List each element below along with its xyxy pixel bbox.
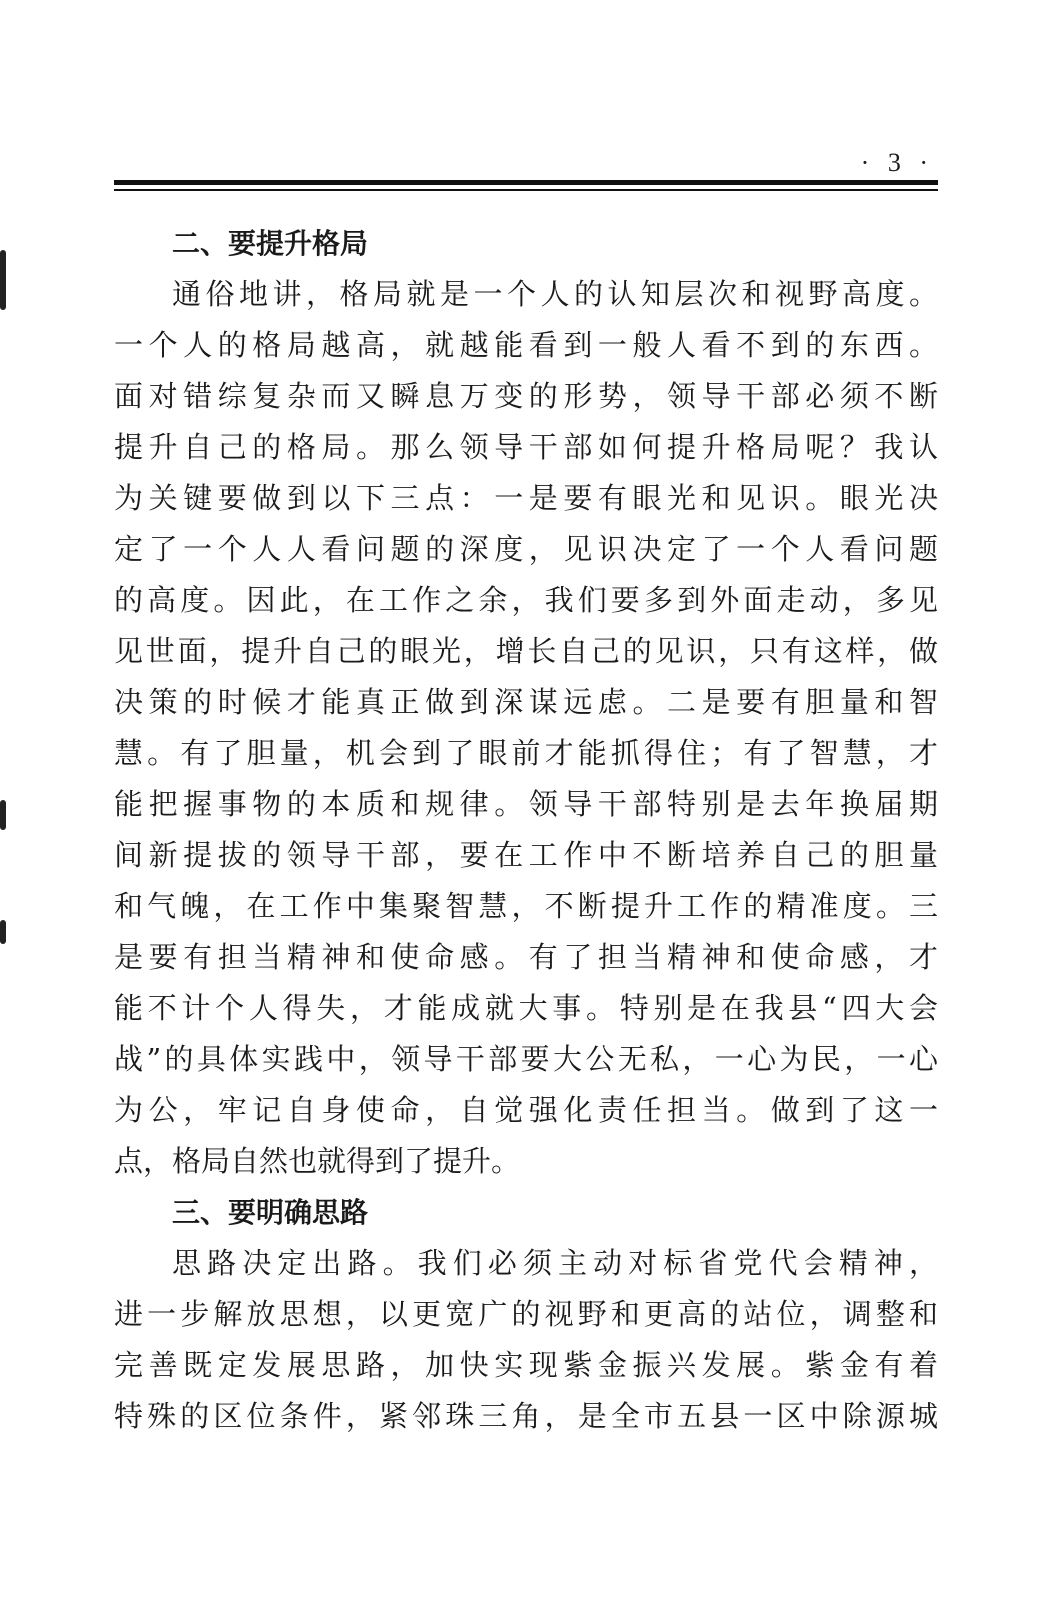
section-heading: 二、要提升格局 — [172, 227, 369, 260]
text-line: 为关键要做到以下三点：一是要有眼光和见识。眼光决 — [114, 481, 938, 515]
text-line: 战”的具体实践中，领导干部要大公无私，一心为民，一心 — [114, 1042, 938, 1076]
section-heading: 三、要明确思路 — [172, 1196, 369, 1229]
text-line: 思路决定出路。我们必须主动对标省党代会精神， — [172, 1246, 938, 1280]
text-line: 一个人的格局越高，就越能看到一般人看不到的东西。 — [114, 328, 938, 362]
header-rule-thick — [114, 180, 938, 185]
text-line: 进一步解放思想，以更宽广的视野和更高的站位，调整和 — [114, 1297, 938, 1331]
text-line: 通俗地讲，格局就是一个人的认知层次和视野高度。 — [172, 277, 938, 311]
text-line: 慧。有了胆量，机会到了眼前才能抓得住；有了智慧，才 — [114, 736, 938, 770]
text-line: 为公，牢记自身使命，自觉强化责任担当。做到了这一 — [114, 1093, 938, 1127]
text-line: 的高度。因此，在工作之余，我们要多到外面走动，多见 — [114, 583, 938, 617]
text-line: 定了一个人人看问题的深度，见识决定了一个人看问题 — [114, 532, 938, 566]
text-line: 点，格局自然也就得到了提升。 — [114, 1144, 521, 1178]
text-line: 面对错综复杂而又瞬息万变的形势，领导干部必须不断 — [114, 379, 938, 413]
text-line: 和气魄，在工作中集聚智慧，不断提升工作的精准度。三 — [114, 889, 938, 923]
text-line: 完善既定发展思路，加快实现紫金振兴发展。紫金有着 — [114, 1348, 938, 1382]
text-line: 提升自己的格局。那么领导干部如何提升格局呢？我认 — [114, 430, 938, 464]
header-rule-thin — [114, 189, 938, 191]
text-line: 是要有担当精神和使命感。有了担当精神和使命感，才 — [114, 940, 938, 974]
text-line: 能把握事物的本质和规律。领导干部特别是去年换届期 — [114, 787, 938, 821]
text-line: 特殊的区位条件，紧邻珠三角，是全市五县一区中除源城 — [114, 1399, 938, 1433]
page-number: · 3 · — [860, 148, 934, 177]
scan-edge-mark — [0, 250, 6, 310]
page-body — [114, 218, 938, 1442]
text-line: 间新提拔的领导干部，要在工作中不断培养自己的胆量 — [114, 838, 938, 872]
scan-edge-mark — [0, 800, 6, 830]
text-line: 见世面，提升自己的眼光，增长自己的见识，只有这样，做 — [114, 634, 938, 668]
text-line: 能不计个人得失，才能成就大事。特别是在我县“四大会 — [114, 991, 938, 1025]
scan-edge-mark — [0, 920, 6, 944]
text-line: 决策的时候才能真正做到深谋远虑。二是要有胆量和智 — [114, 685, 938, 719]
